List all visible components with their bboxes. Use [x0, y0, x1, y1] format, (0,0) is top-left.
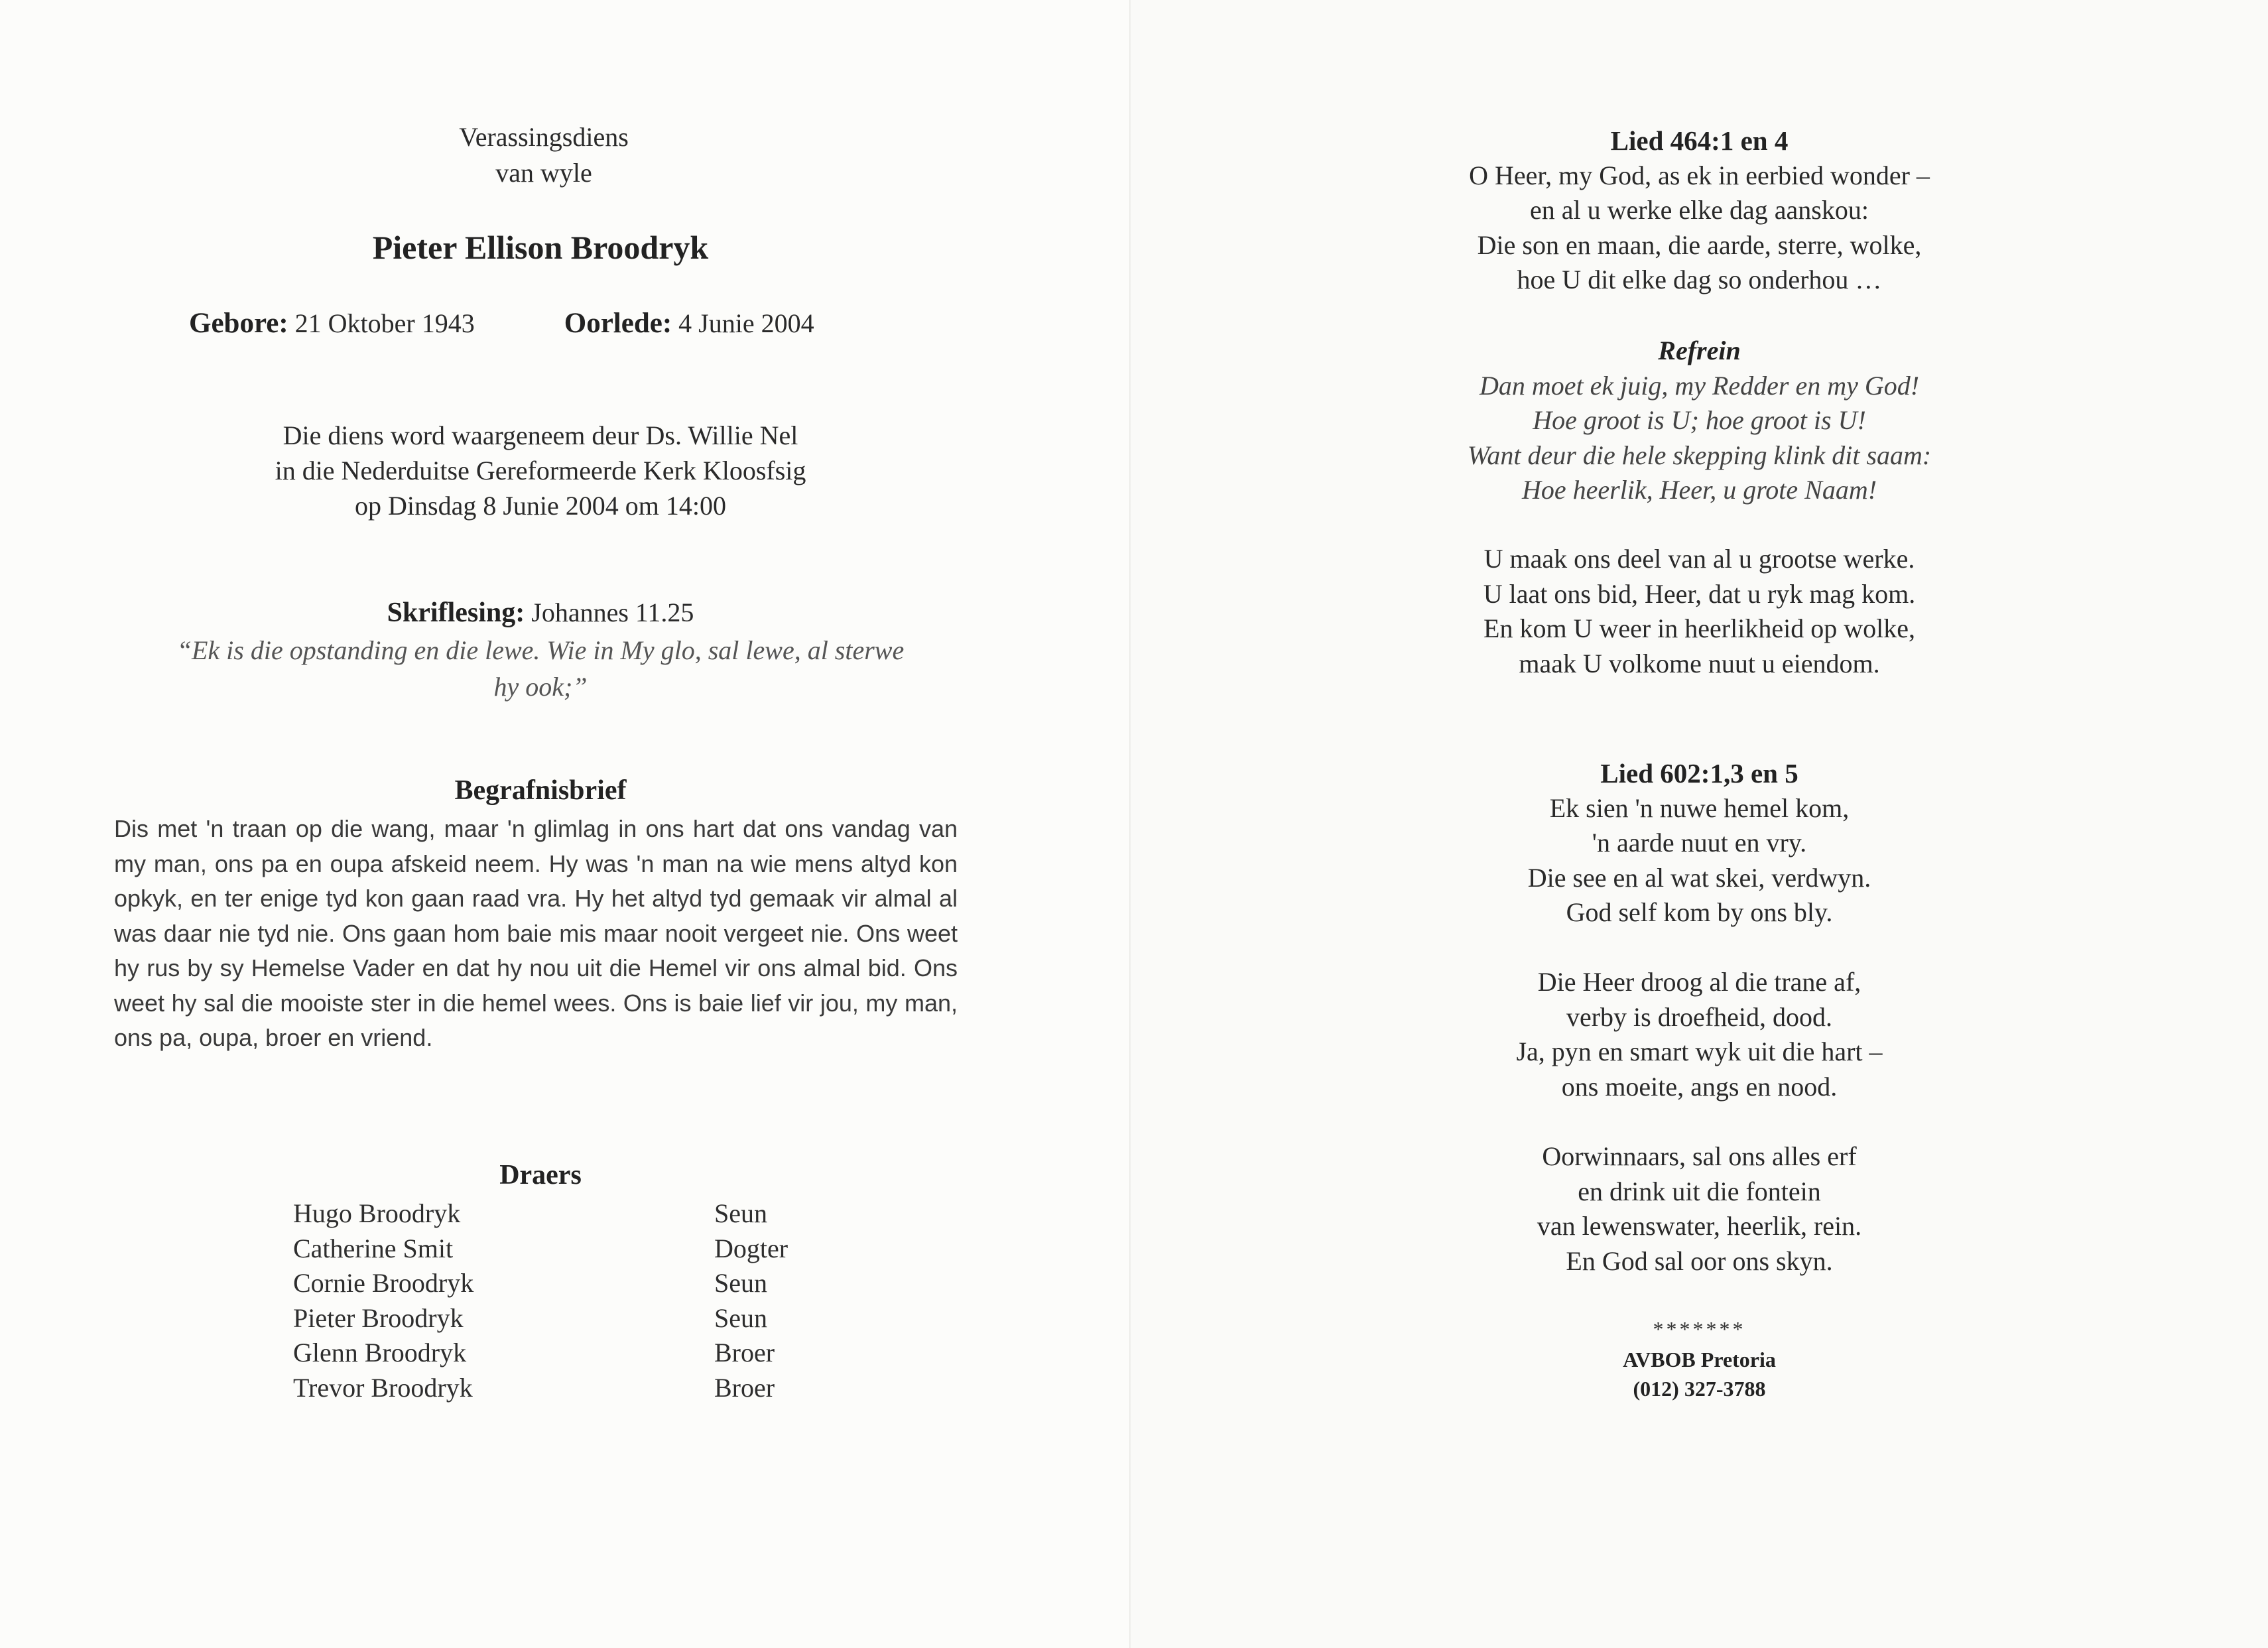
- hymn-line: van lewenswater, heerlik, rein.: [1537, 1211, 1862, 1241]
- hymn-line: Die Heer droog al die trane af,: [1537, 967, 1861, 997]
- scripture-quote: “Ek is die opstanding en die lewe. Wie in My glo, sal lewe, al sterwe hy ook;”: [176, 635, 905, 702]
- bearer-row: [293, 1336, 887, 1371]
- hymn-line: Oorwinnaars, sal ons alles erf: [1542, 1141, 1857, 1171]
- bearers-title: Draers: [499, 1160, 582, 1190]
- service-subtitle: van wyle: [495, 158, 592, 188]
- refrain-title: Refrein: [1658, 336, 1741, 365]
- hymn-line: En God sal oor ons skyn.: [1566, 1245, 1833, 1276]
- hymn-602: [1131, 756, 2268, 930]
- born-label: Gebore:: [189, 308, 288, 339]
- service-title: Verassingsdiens: [459, 122, 629, 152]
- service-info-line: op Dinsdag 8 Junie 2004 om 14:00: [355, 491, 726, 521]
- scripture-label: Skriflesing:: [387, 598, 525, 628]
- bearer-row: [293, 1232, 887, 1267]
- life-dates: [189, 307, 985, 340]
- letter-body: Dis met 'n traan op die wang, maar 'n glimlag in ons hart dat ons vandag van my man, ons pa en oupa afskeid neem. Hy was 'n man na wie mens altyd kon opkyk, en ter enige tyd kon gaan raad vra. Hy het altyd tyd gemaak vir almal al was daar nie tyd nie. Ons gaan hom baie mis maar nooit vergeet nie. Ons weet hy rus by sy Hemelse Vader en dat hy nou uit die Hemel vir ons almal bid. Ons weet hy sal die mooiste ster in die hemel wees. Ons is baie lief vir jou, my man, ons pa, oupa, broer en vriend.: [114, 815, 958, 1051]
- refrain: [1131, 334, 2268, 508]
- undertaker-phone: (012) 327-3788: [1633, 1377, 1766, 1401]
- deceased-name: Pieter Ellison Broodryk: [372, 229, 709, 266]
- hymn-line: ons moeite, angs en nood.: [1561, 1071, 1838, 1102]
- separator-stars: *******: [1653, 1317, 1746, 1341]
- hymn-line: hoe U dit elke dag so onderhou …: [1517, 265, 1882, 294]
- hymn-line: maak U volkome nuut u eiendom.: [1519, 648, 1880, 678]
- refrain-line: Want deur die hele skepping klink dit saam:: [1467, 440, 1932, 470]
- bearer-name: Trevor Broodryk: [293, 1372, 473, 1403]
- bearer-name: Pieter Broodryk: [293, 1302, 464, 1333]
- hymn-line: O Heer, my God, as ek in eerbied wonder –: [1469, 160, 1930, 190]
- hymn-line: Die son en maan, die aarde, sterre, wolke,: [1477, 229, 1922, 260]
- scripture-heading: [0, 597, 1081, 629]
- bearer-name: Cornie Broodryk: [293, 1268, 474, 1298]
- hymn-line: 'n aarde nuut en vry.: [1592, 828, 1807, 857]
- bearer-row: [293, 1371, 887, 1406]
- hymn-line: Die see en al wat skei, verdwyn.: [1527, 862, 1871, 893]
- undertaker-name: AVBOB Pretoria: [1623, 1348, 1776, 1371]
- service-info-line: Die diens word waargeneem deur Ds. Willie Nel: [283, 420, 798, 450]
- hymn-line: En kom U weer in heerlikheid op wolke,: [1483, 613, 1915, 643]
- hymn-line: en al u werke elke dag aanskou:: [1530, 195, 1869, 225]
- bearer-name: Hugo Broodryk: [293, 1198, 461, 1228]
- died-date: 4 Junie 2004: [678, 308, 814, 338]
- hymn-line: Ja, pyn en smart wyk uit die hart –: [1516, 1037, 1883, 1066]
- bearer-relation: Dogter: [714, 1233, 788, 1263]
- bearer-relation: Seun: [714, 1198, 767, 1228]
- refrain-line: Hoe heerlik, Heer, u grote Naam!: [1521, 475, 1877, 505]
- hymn-602-verse-5: [1131, 1139, 2268, 1279]
- bearer-name: Glenn Broodryk: [293, 1338, 467, 1367]
- hymn-602-verse-3: [1131, 965, 2268, 1104]
- hymn-title: Lied 602:1,3 en 5: [1600, 758, 1798, 789]
- bearer-relation: Seun: [714, 1302, 767, 1333]
- service-info-line: in die Nederduitse Gereformeerde Kerk Kloosfsig: [275, 456, 806, 485]
- hymn-line: U laat ons bid, Heer, dat u ryk mag kom.: [1483, 578, 1916, 609]
- refrain-line: Dan moet ek juig, my Redder en my God!: [1479, 370, 1920, 401]
- born-date: 21 Oktober 1943: [294, 308, 475, 338]
- hymn-title: Lied 464:1 en 4: [1610, 125, 1789, 156]
- hymn-464: [1131, 123, 2268, 298]
- bearer-relation: Broer: [714, 1338, 775, 1367]
- bearer-row: [293, 1266, 887, 1301]
- bearer-name: Catherine Smit: [293, 1233, 454, 1263]
- hymn-line: verby is droefheid, dood.: [1566, 1001, 1832, 1032]
- scripture-reference: Johannes 11.25: [531, 598, 694, 627]
- bearer-relation: Seun: [714, 1268, 767, 1298]
- bearer-relation: Broer: [714, 1372, 775, 1403]
- bearer-row: [293, 1196, 887, 1232]
- service-heading: [0, 119, 1088, 191]
- hymn-line: U maak ons deel van al u grootse werke.: [1483, 544, 1915, 574]
- hymn-line: Ek sien 'n nuwe hemel kom,: [1549, 792, 1850, 823]
- service-info: [0, 418, 1081, 523]
- refrain-line: Hoe groot is U; hoe groot is U!: [1533, 405, 1866, 435]
- died-label: Oorlede:: [564, 308, 672, 339]
- bearers-list: [293, 1196, 887, 1405]
- hymn-line: God self kom by ons bly.: [1566, 897, 1833, 927]
- hymn-line: en drink uit die fontein: [1578, 1176, 1821, 1206]
- hymn-464-verse-4: [1131, 542, 2268, 681]
- bearer-row: [293, 1301, 887, 1336]
- letter-title: Begrafnisbrief: [454, 775, 627, 806]
- undertaker-info: [1131, 1345, 2268, 1403]
